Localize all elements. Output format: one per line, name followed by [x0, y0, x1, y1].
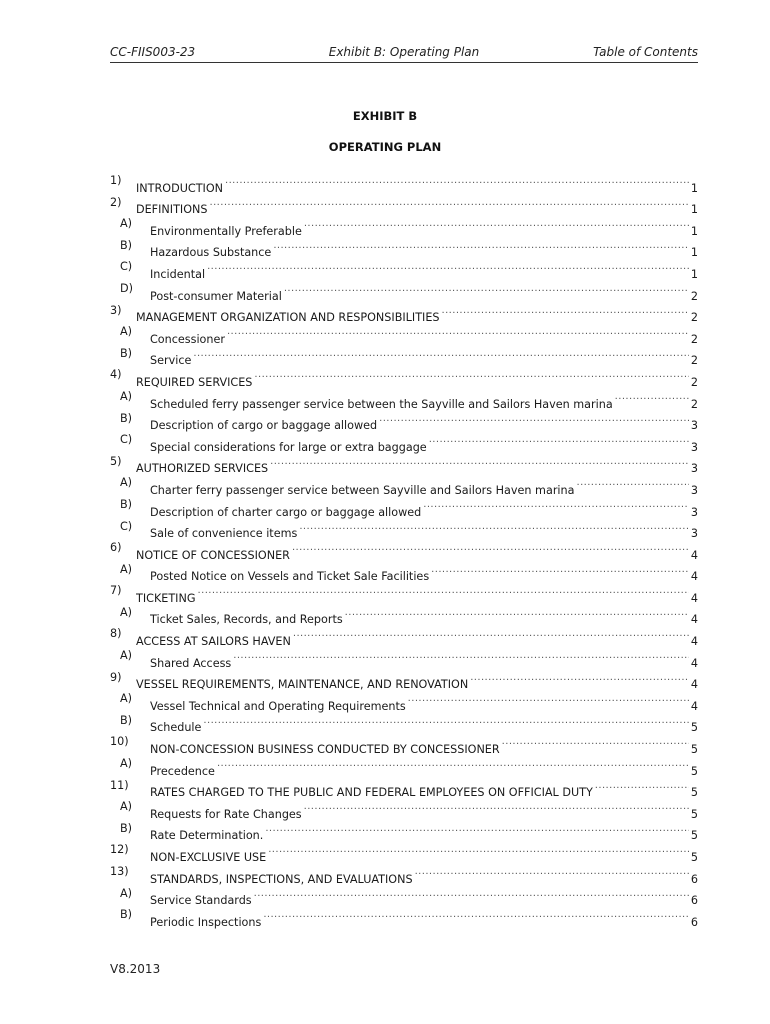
dot-leader: [408, 688, 689, 710]
toc-entry-number: A): [120, 605, 133, 619]
toc-entry-number: 10): [110, 735, 129, 749]
toc-entry[interactable]: [110, 278, 698, 303]
toc-entry-label: Precedence: [150, 764, 215, 778]
toc-entry[interactable]: [110, 256, 698, 281]
toc-entry-label: TICKETING: [136, 591, 196, 605]
toc-entry-label: Vessel Technical and Operating Requirements: [150, 699, 406, 713]
toc-entry[interactable]: [110, 731, 698, 757]
dot-leader: [263, 904, 689, 926]
dot-leader: [265, 818, 689, 840]
toc-entry[interactable]: [110, 451, 698, 476]
dot-leader: [615, 386, 689, 408]
toc-entry[interactable]: [110, 408, 698, 433]
toc-entry[interactable]: [110, 688, 698, 713]
toc-entry-number: B): [120, 497, 133, 511]
toc-entry-number: 1): [110, 174, 122, 187]
toc-entry[interactable]: [110, 667, 698, 692]
toc-entry-page: 6: [690, 915, 698, 929]
toc-entry-number: C): [120, 519, 133, 533]
toc-entry-number: 4): [110, 368, 122, 382]
toc-entry-number: C): [120, 433, 133, 447]
toc-entry-number: B): [120, 821, 133, 835]
toc-entry-page: 1: [690, 246, 698, 260]
toc-entry-page: 2: [690, 311, 698, 325]
toc-entry-page: 2: [690, 375, 698, 389]
toc-entry-page: 4: [690, 656, 698, 670]
toc-entry-number: 8): [110, 627, 122, 641]
toc-entry-label: AUTHORIZED SERVICES: [136, 462, 269, 476]
dot-leader: [207, 256, 689, 278]
toc-entry[interactable]: [110, 710, 698, 735]
toc-entry[interactable]: [110, 494, 698, 519]
toc-entry-page: 4: [690, 591, 698, 605]
toc-entry-number: B): [120, 346, 133, 360]
toc-entry[interactable]: [110, 559, 698, 584]
table-of-contents: [110, 170, 698, 929]
toc-entry-number: 12): [110, 843, 129, 857]
toc-entry-label: Charter ferry passenger service between Sayville and Sailors Haven marina: [150, 483, 575, 497]
dot-leader: [193, 343, 689, 365]
toc-entry-label: RATES CHARGED TO THE PUBLIC AND FEDERAL EMPLOYEES ON OFFICIAL DUTY: [150, 786, 593, 800]
toc-entry-number: 5): [110, 454, 122, 468]
toc-entry-number: A): [120, 757, 133, 771]
toc-entry-number: 11): [110, 778, 129, 792]
toc-entry-page: 6: [690, 894, 698, 908]
toc-entry-label: VESSEL REQUIREMENTS, MAINTENANCE, AND RENOVATION: [136, 678, 469, 692]
toc-entry[interactable]: [110, 839, 698, 864]
toc-entry-page: 5: [690, 743, 698, 757]
toc-entry-page: 5: [690, 851, 698, 864]
dot-leader: [429, 429, 689, 451]
dot-leader: [225, 170, 689, 192]
toc-entry-label: Service Standards: [150, 894, 252, 908]
dot-leader: [210, 192, 689, 214]
toc-entry[interactable]: [110, 170, 698, 195]
toc-entry[interactable]: [110, 213, 698, 238]
dot-leader: [442, 300, 689, 322]
toc-entry[interactable]: [110, 386, 698, 411]
toc-entry[interactable]: [110, 343, 698, 368]
toc-entry-label: Sale of convenience items: [150, 527, 298, 541]
toc-entry-label: Description of charter cargo or baggage allowed: [150, 505, 422, 519]
toc-entry-number: B): [120, 238, 133, 252]
dot-leader: [254, 364, 688, 386]
toc-entry-page: 5: [690, 721, 698, 735]
toc-entry-label: Rate Determination.: [150, 829, 264, 843]
toc-entry-page: 5: [690, 829, 698, 843]
page-header: [110, 44, 698, 63]
toc-entry[interactable]: [110, 645, 698, 670]
toc-entry-page: 2: [690, 397, 698, 411]
toc-entry-number: A): [120, 325, 133, 339]
toc-entry[interactable]: [110, 364, 698, 389]
toc-entry-label: NON-EXCLUSIVE USE: [150, 851, 267, 864]
toc-entry-page: 3: [690, 419, 698, 433]
toc-entry-label: Post-consumer Material: [150, 289, 282, 303]
toc-entry[interactable]: [110, 904, 698, 929]
dot-leader: [304, 213, 689, 235]
toc-entry-label: ACCESS AT SAILORS HAVEN: [136, 635, 291, 649]
toc-entry-number: 6): [110, 541, 122, 555]
toc-entry[interactable]: [110, 516, 698, 541]
toc-entry-label: Scheduled ferry passenger service between the Sayville and Sailors Haven marina: [150, 397, 613, 411]
toc-entry-number: B): [120, 411, 133, 425]
toc-entry-number: 7): [110, 584, 122, 598]
toc-entry-number: A): [120, 217, 133, 231]
toc-entry-page: 1: [690, 224, 698, 238]
dot-leader: [304, 796, 689, 818]
toc-entry-number: A): [120, 389, 133, 403]
toc-entry-label: Schedule: [150, 721, 202, 735]
toc-entry-page: 6: [690, 872, 698, 886]
toc-entry-number: A): [120, 692, 133, 706]
toc-entry-number: 3): [110, 303, 122, 317]
document-id: CC-FIIS003-23: [110, 45, 196, 59]
toc-entry-label: MANAGEMENT ORGANIZATION AND RESPONSIBILITIES: [136, 311, 440, 325]
toc-entry-page: 1: [690, 203, 698, 217]
toc-entry-number: B): [120, 713, 133, 727]
toc-entry-number: A): [120, 886, 133, 900]
toc-entry[interactable]: [110, 602, 698, 627]
toc-entry-label: Special considerations for large or extra baggage: [150, 440, 427, 454]
toc-entry[interactable]: [110, 300, 698, 325]
toc-entry-number: 9): [110, 670, 122, 684]
dot-leader: [379, 408, 689, 430]
toc-entry-page: 3: [690, 527, 698, 541]
toc-entry[interactable]: [110, 537, 698, 562]
toc-entry-label: Description of cargo or baggage allowed: [150, 419, 378, 433]
toc-entry-label: Requests for Rate Changes: [150, 807, 302, 821]
dot-leader: [270, 451, 689, 473]
dot-leader: [423, 494, 689, 516]
toc-entry-page: 5: [690, 764, 698, 778]
toc-entry-page: 4: [690, 570, 698, 584]
toc-entry[interactable]: [110, 883, 698, 908]
toc-entry-number: A): [120, 476, 133, 490]
toc-entry-page: 5: [690, 807, 698, 821]
dot-leader: [292, 537, 689, 559]
toc-entry-number: A): [120, 649, 133, 663]
toc-entry-number: B): [120, 908, 133, 922]
dot-leader: [273, 235, 689, 257]
toc-entry-page: 2: [690, 289, 698, 303]
dot-leader: [299, 516, 689, 538]
toc-entry[interactable]: [110, 472, 698, 497]
toc-entry[interactable]: [110, 192, 698, 217]
toc-entry-label: Posted Notice on Vessels and Ticket Sale Facilities: [150, 570, 430, 584]
dot-leader: [293, 623, 689, 645]
header-title: Exhibit B: Operating Plan: [328, 45, 480, 59]
toc-entry-number: D): [120, 281, 133, 295]
toc-entry-label: DEFINITIONS: [136, 203, 208, 217]
toc-entry-label: Ticket Sales, Records, and Reports: [150, 613, 343, 627]
dot-leader: [595, 775, 689, 797]
dot-leader: [502, 731, 689, 753]
toc-entry-page: 4: [690, 613, 698, 627]
dot-leader: [345, 602, 689, 624]
toc-entry-page: 2: [690, 332, 698, 346]
toc-entry-label: NOTICE OF CONCESSIONER: [136, 548, 290, 562]
dot-leader: [227, 321, 689, 343]
toc-entry-page: 3: [690, 462, 698, 476]
dot-leader: [198, 580, 689, 602]
toc-entry[interactable]: [110, 775, 698, 800]
toc-entry-label: STANDARDS, INSPECTIONS, AND EVALUATIONS: [150, 872, 413, 886]
toc-entry-page: 3: [690, 483, 698, 497]
toc-entry-page: 5: [690, 786, 698, 800]
toc-entry-number: A): [120, 562, 133, 576]
toc-entry-number: 13): [110, 865, 129, 878]
dot-leader: [576, 472, 688, 494]
dot-leader: [415, 861, 689, 883]
toc-entry-number: A): [120, 800, 133, 814]
dot-leader: [470, 667, 689, 689]
toc-entry-label: Shared Access: [150, 656, 232, 670]
toc-entry[interactable]: [110, 429, 698, 454]
header-section: Table of Contents: [593, 45, 698, 59]
dot-leader: [217, 753, 689, 775]
dot-leader: [254, 883, 689, 905]
toc-entry-page: 1: [690, 181, 698, 195]
toc-entry-label: INTRODUCTION: [136, 181, 224, 195]
toc-entry-label: NON-CONCESSION BUSINESS CONDUCTED BY CONCESSIONER: [150, 743, 500, 757]
toc-entry-page: 4: [690, 678, 698, 692]
dot-leader: [268, 839, 689, 861]
exhibit-title: EXHIBIT B: [352, 109, 418, 123]
dot-leader: [203, 710, 688, 732]
toc-entry-page: 4: [690, 699, 698, 713]
toc-entry[interactable]: [110, 796, 698, 821]
toc-entry[interactable]: [110, 235, 698, 260]
toc-entry-label: Hazardous Substance: [150, 246, 272, 260]
toc-entry-page: 3: [690, 440, 698, 454]
toc-entry[interactable]: [110, 753, 698, 778]
dot-leader: [431, 559, 689, 581]
version-footer: V8.2013: [110, 962, 161, 976]
toc-entry-page: 4: [690, 548, 698, 562]
plan-title: OPERATING PLAN: [328, 140, 442, 154]
toc-entry[interactable]: [110, 580, 698, 605]
dot-leader: [233, 645, 689, 667]
toc-entry-label: REQUIRED SERVICES: [136, 375, 253, 389]
toc-entry-page: 3: [690, 505, 698, 519]
toc-entry[interactable]: [110, 623, 698, 649]
dot-leader: [284, 278, 689, 300]
toc-entry-label: Service: [150, 354, 192, 368]
toc-entry-label: Incidental: [150, 267, 206, 281]
toc-entry[interactable]: [110, 861, 698, 886]
toc-entry-label: Periodic Inspections: [150, 915, 262, 929]
toc-entry-number: 2): [110, 195, 122, 209]
toc-entry-label: Concessioner: [150, 332, 225, 346]
toc-entry[interactable]: [110, 321, 698, 346]
toc-entry-page: 2: [690, 354, 698, 368]
toc-entry-page: 4: [690, 635, 698, 649]
toc-entry-page: 1: [690, 267, 698, 281]
toc-entry[interactable]: [110, 818, 698, 843]
toc-entry-label: Environmentally Preferable: [150, 224, 302, 238]
toc-entry-number: C): [120, 260, 133, 274]
